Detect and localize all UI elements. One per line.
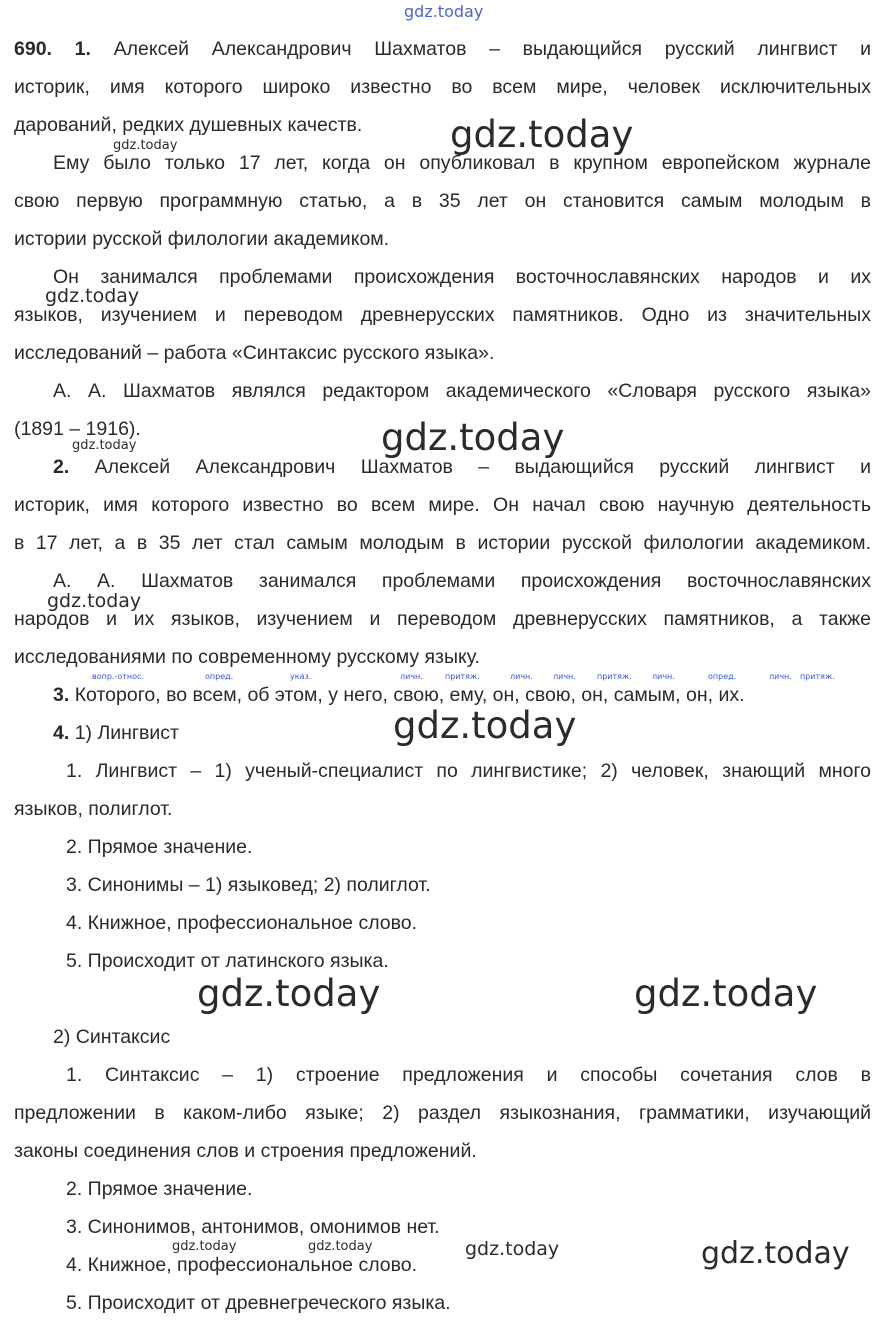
- text-line: 5. Происходит от латинского языка.: [66, 950, 389, 972]
- text-line: 3. Синонимы – 1) языковед; 2) полиглот.: [66, 874, 431, 896]
- text-line: 4. Книжное, профессиональное слово.: [66, 1254, 418, 1276]
- line-text: Которого, во всем, об этом, у него, свою, ему, он, свою, он, самым, он, их.: [74, 684, 745, 706]
- annotation: личн.: [553, 672, 576, 681]
- annotation: личн.: [510, 672, 533, 681]
- watermark: gdz.today: [404, 2, 484, 21]
- annotation: притяж.: [445, 672, 480, 681]
- text-line: (1891 – 1916).: [14, 418, 141, 440]
- annotation: указ.: [290, 672, 312, 681]
- text-line: историк, имя которого известно во всем мире. Он начал свою научную деятельность: [14, 494, 871, 516]
- annotation: притяж.: [597, 672, 632, 681]
- text-line: свою первую программную статью, а в 35 лет он становится самым молодым в: [14, 190, 871, 212]
- watermark: gdz.today: [450, 113, 634, 156]
- part-number: 4.: [53, 722, 70, 744]
- text-line: 1. Синтаксис – 1) строение предложения и способы сочетания слов в: [66, 1064, 871, 1086]
- watermark: gdz.today: [172, 1239, 237, 1254]
- watermark: gdz.today: [393, 704, 577, 747]
- annotation: личн.: [400, 672, 423, 681]
- watermark: gdz.today: [465, 1238, 560, 1260]
- text-line: законы соединения слов и строения предложений.: [14, 1140, 477, 1162]
- text-line: 5. Происходит от древнегреческого языка.: [66, 1292, 451, 1314]
- text-line: 3. Синонимов, антонимов, омонимов нет.: [66, 1216, 440, 1238]
- watermark: gdz.today: [197, 972, 381, 1015]
- text-line: народов и их языков, изучением и переводом древнерусских памятников, а также: [14, 608, 871, 630]
- watermark: gdz.today: [72, 438, 137, 453]
- text-line: Ему было только 17 лет, когда он опубликовал в крупном европейском журнале: [53, 152, 871, 174]
- text-line: Он занимался проблемами происхождения восточнославянских народов и их: [53, 266, 871, 288]
- annotation: вопр.-относ.: [92, 672, 144, 681]
- word-heading: 2) Синтаксис: [53, 1026, 171, 1048]
- text-line: 4. Книжное, профессиональное слово.: [66, 912, 418, 934]
- line-text: Алексей Александрович Шахматов – выдающийся русский лингвист и: [113, 38, 872, 60]
- annotation: опред.: [708, 672, 737, 681]
- annotation: притяж.: [800, 672, 835, 681]
- part-number: 2.: [53, 456, 70, 478]
- part-number: 1.: [74, 38, 91, 60]
- text-line: исследованиями по современному русскому языку.: [14, 646, 480, 668]
- annotation: личн.: [769, 672, 792, 681]
- watermark: gdz.today: [308, 1239, 373, 1254]
- text-line: предложении в каком-либо языке; 2) раздел языкознания, грамматики, изучающий: [14, 1102, 871, 1124]
- text-line: языков, изучением и переводом древнерусских памятников. Одно из значительных: [14, 304, 871, 326]
- text-line: 2. Прямое значение.: [66, 836, 253, 858]
- text-line: языков, полиглот.: [14, 798, 173, 820]
- watermark: gdz.today: [47, 590, 142, 612]
- text-line: А. А. Шахматов занимался проблемами происхождения восточнославянских: [53, 570, 871, 592]
- annotation: опред.: [205, 672, 234, 681]
- line-text: Алексей Александрович Шахматов – выдающийся русский лингвист и: [94, 456, 872, 478]
- annotation: личн.: [652, 672, 675, 681]
- text-line: дарований, редких душевных качеств.: [14, 114, 363, 136]
- text-line: историк, имя которого широко известно во всем мире, человек исключительных: [14, 76, 871, 98]
- watermark: gdz.today: [381, 416, 565, 459]
- watermark: gdz.today: [45, 285, 140, 307]
- text-line: 1. Лингвист – 1) ученый-специалист по лингвистике; 2) человек, знающий много: [66, 760, 871, 782]
- watermark: gdz.today: [701, 1236, 850, 1271]
- text-line: истории русской филологии академиком.: [14, 228, 390, 250]
- text-line: исследований – работа «Синтаксис русского языка».: [14, 342, 495, 364]
- part-number: 3.: [53, 684, 70, 706]
- text-line: [14, 37, 871, 61]
- text-line: А. А. Шахматов являлся редактором академического «Словаря русского языка»: [53, 380, 871, 402]
- watermark: gdz.today: [113, 138, 178, 153]
- text-line: в 17 лет, а в 35 лет стал самым молодым в истории русской филологии академиком.: [14, 532, 871, 554]
- word-heading: 1) Лингвист: [74, 722, 179, 744]
- text-line: 2. Прямое значение.: [66, 1178, 253, 1200]
- task-number: 690.: [14, 38, 52, 60]
- watermark: gdz.today: [634, 972, 818, 1015]
